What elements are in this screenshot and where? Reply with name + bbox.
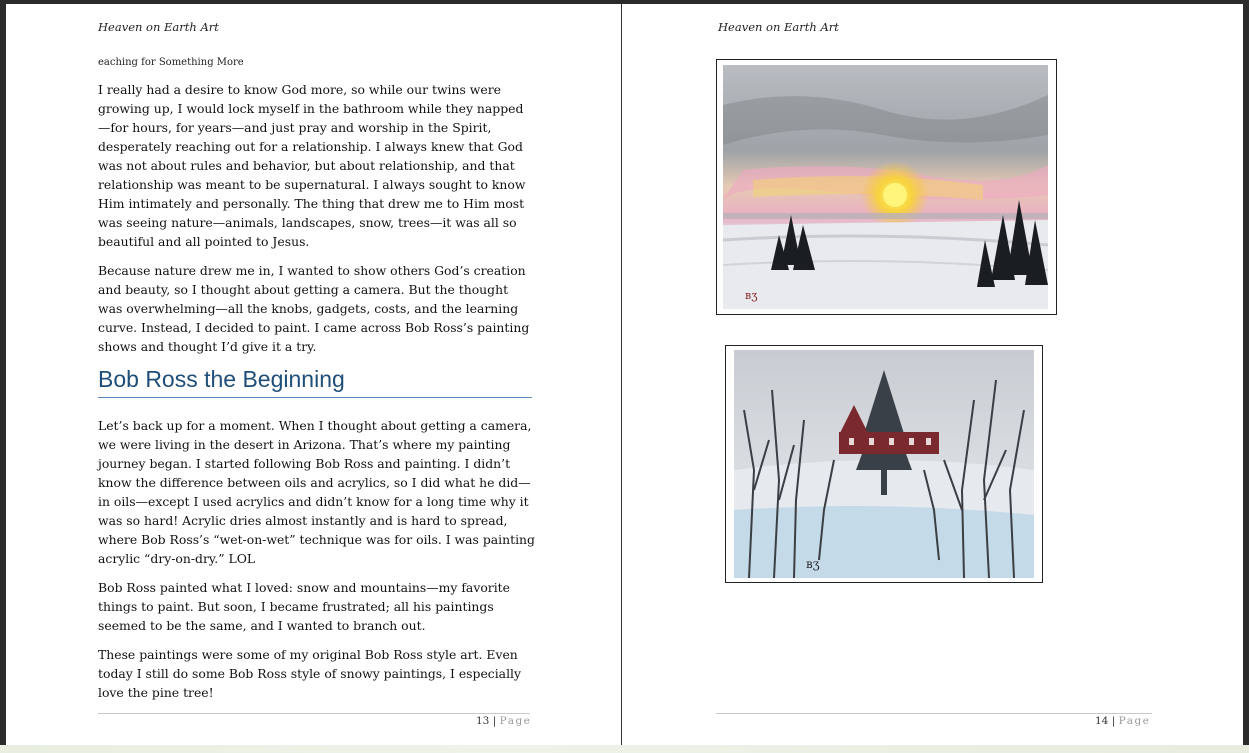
paragraph: These paintings were some of my original Bob Ross style art. Even today I still do some Bob Ross style of snowy paintings, I especially love the pine tree! xyxy=(98,647,521,700)
page-footer: 14 | Page xyxy=(1095,715,1151,727)
painting-signature: ʙʒ xyxy=(745,289,758,302)
page-header: Heaven on Earth Art xyxy=(718,20,839,34)
body-text-bottom xyxy=(98,416,535,712)
body-text-top xyxy=(98,80,535,366)
page-number: 13 xyxy=(476,715,490,727)
page-label: Page xyxy=(1118,715,1151,727)
paragraph: Bob Ross painted what I loved: snow and mountains—my favorite things to paint. But soon, I became frustrated; all his paintings seemed to be the same, and I wanted to branch out. xyxy=(98,580,510,633)
page-label: Page xyxy=(499,715,532,727)
document-spread xyxy=(6,4,1243,745)
painting-frame xyxy=(725,345,1043,583)
painting-signature: ʙʒ xyxy=(806,557,820,571)
painting-frame xyxy=(716,59,1057,315)
bottom-strip xyxy=(0,745,1249,753)
section-subtitle: eaching for Something More xyxy=(98,57,244,68)
section-heading: Bob Ross the Beginning xyxy=(98,366,532,398)
winter-cabin-painting-image xyxy=(734,350,1034,578)
paragraph: I really had a desire to know God more, so while our twins were growing up, I would lock myself in the bathroom while they napped—for hours, for years—and just pray and worship in the Spirit, desperately reaching out for a relationship. I always knew that God was not about rules and behavior, but about relationship, and that relationship was meant to be supernatural. I always sought to know Him intimately and personally. The thing that drew me to Him most was seeing nature—animals, landscapes, snow, trees—it was all so beautiful and all pointed to Jesus. xyxy=(98,82,526,249)
sunset-painting-image xyxy=(723,65,1048,309)
page-14 xyxy=(622,4,1243,745)
page-13 xyxy=(6,4,621,745)
paragraph: Because nature drew me in, I wanted to show others God’s creation and beauty, so I thought about getting a camera. But the thought was overwhelming—all the knobs, gadgets, costs, and the learning curve. Instead, I decided to paint. I came across Bob Ross’s painting shows and thought I’d give it a try. xyxy=(98,263,530,354)
footer-rule xyxy=(98,713,530,714)
footer-rule xyxy=(716,713,1152,714)
page-number: 14 xyxy=(1095,715,1109,727)
page-header: Heaven on Earth Art xyxy=(98,20,219,34)
page-footer: 13 | Page xyxy=(476,715,532,727)
paragraph: Let’s back up for a moment. When I thought about getting a camera, we were living in the desert in Arizona. That’s where my painting journey began. I started following Bob Ross and painting. I didn’t know the difference between oils and acrylics, so I did what he did—in oils—except I used acrylics and didn’t know for a long time why it was so hard! Acrylic dries almost instantly and is hard to spread, where Bob Ross’s “wet-on-wet” technique was for oils. I was painting acrylic “dry-on-dry.” LOL xyxy=(98,418,535,566)
